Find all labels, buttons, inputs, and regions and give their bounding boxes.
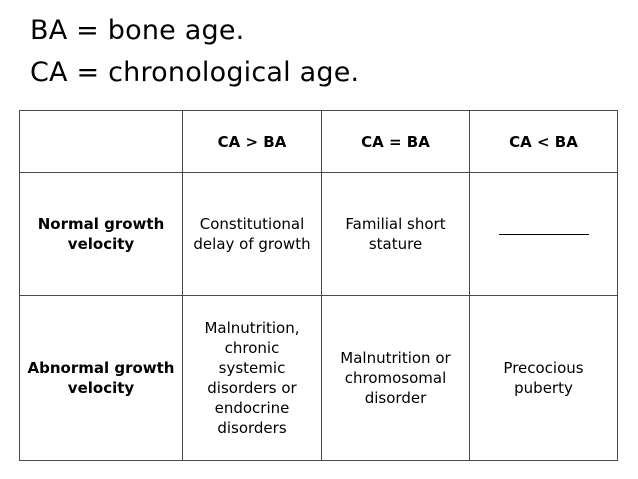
cell-constitutional-delay: Constitutional delay of growth (183, 173, 322, 296)
blank-line (499, 234, 589, 235)
definitions (30, 10, 359, 94)
table-header-row (20, 111, 618, 173)
row-header-abnormal-growth: Abnormal growth velocity (20, 296, 183, 461)
row-header-normal-growth: Normal growth velocity (20, 173, 183, 296)
definition-ba: BA = bone age. (30, 15, 245, 46)
cell-precocious-puberty: Precocious puberty (470, 296, 618, 461)
cell-empty-dash (470, 173, 618, 296)
column-header-ca-gt-ba: CA > BA (183, 111, 322, 173)
definition-ca: CA = chronological age. (30, 57, 360, 88)
cell-malnutrition-systemic: Malnutrition, chronic systemic disorders or endocrine disorders (183, 296, 322, 461)
table-row-abnormal (20, 296, 618, 461)
column-header-ca-lt-ba: CA < BA (470, 111, 618, 173)
table-corner-cell (20, 111, 183, 173)
cell-malnutrition-chromosomal: Malnutrition or chromosomal disorder (322, 296, 470, 461)
growth-table (19, 110, 618, 461)
cell-familial-short-stature: Familial short stature (322, 173, 470, 296)
table-row-normal (20, 173, 618, 296)
column-header-ca-eq-ba: CA = BA (322, 111, 470, 173)
